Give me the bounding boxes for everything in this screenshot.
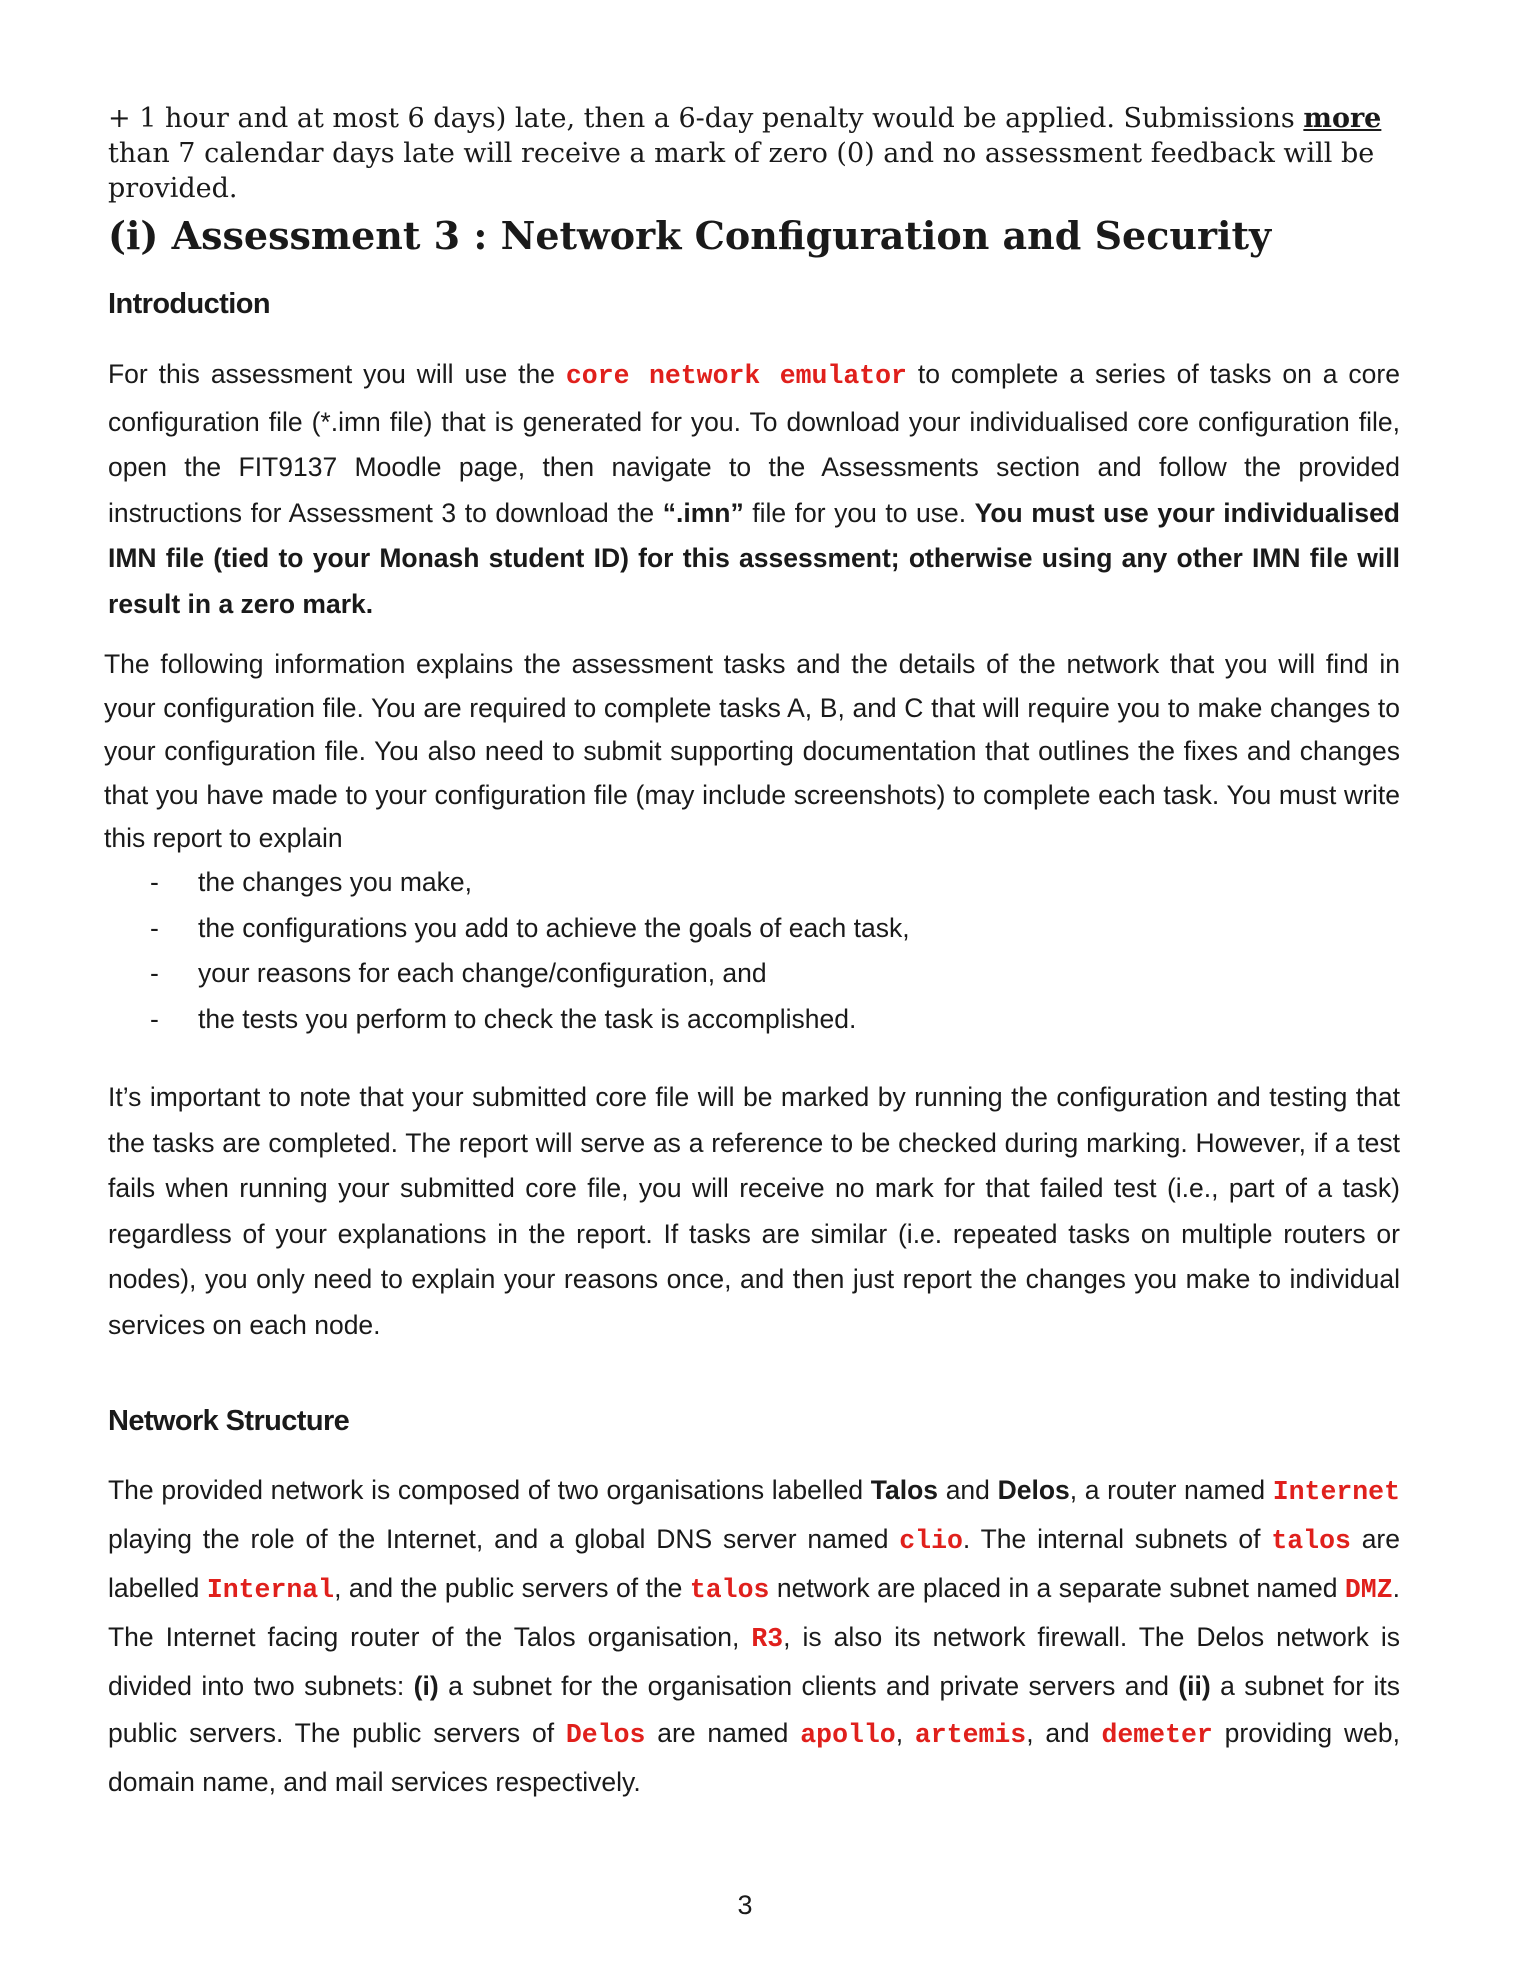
page-number: 3 [737, 1890, 753, 1920]
ns-text: network are placed in a separate subnet named [769, 1573, 1345, 1603]
report-requirements-list [150, 860, 910, 1042]
ns-text: , and the public servers of the [334, 1573, 690, 1603]
demeter-code: demeter [1101, 1720, 1213, 1750]
ns-text: . The internal subnets of [962, 1524, 1272, 1554]
ns-text: . The Internet facing router of the Talos organisation, [108, 1573, 1400, 1652]
ns-text: playing the role of the Internet, and a global DNS server named [108, 1524, 900, 1554]
list-item: - the configurations you add to achieve the goals of each task, [150, 906, 910, 952]
internal-code: Internal [206, 1575, 335, 1605]
late-penalty-paragraph [108, 101, 1428, 206]
introduction-paragraph-1 [108, 352, 1400, 627]
list-item: - the changes you make, [150, 860, 910, 906]
ns-text: a subnet for its public servers. The public servers of [108, 1671, 1400, 1748]
core-emulator-code: core network emulator [565, 361, 907, 391]
delos-label: Delos [997, 1475, 1070, 1505]
intro-p1-text-3: file for you to use. [743, 497, 975, 528]
dmz-code: DMZ [1344, 1575, 1393, 1605]
introduction-heading: Introduction [108, 288, 270, 320]
artemis-code: artemis [914, 1720, 1027, 1750]
late-penalty-text-2: than 7 calendar days late will receive a mark of zero (0) and no assessment feedback will be provided. [108, 138, 1375, 204]
internet-code: Internet [1272, 1477, 1400, 1507]
imn-warning: You must use your individualised IMN file (tied to your Monash student ID) for this assessment; otherwise using any other IMN file will result in a zero mark. [108, 497, 1400, 619]
imn-extension: “.imn” [662, 497, 744, 528]
delos-code: Delos [565, 1720, 646, 1750]
ns-text: are labelled [108, 1524, 1400, 1603]
ns-text: a subnet for the organisation clients and private servers and [438, 1671, 1179, 1701]
network-structure-paragraph [108, 1467, 1400, 1806]
subnet-ii-label: (ii) [1178, 1671, 1211, 1701]
late-penalty-text-1: + 1 hour and at most 6 days) late, then a 6-day penalty would be applied. Submissions [108, 103, 1304, 134]
ns-text: The provided network is composed of two organisations labelled [108, 1475, 871, 1505]
talos-code: talos [1271, 1526, 1351, 1556]
ns-text: providing web, domain name, and mail services respectively. [108, 1718, 1400, 1797]
ns-text: , a router named [1069, 1475, 1273, 1505]
ns-text: , [895, 1718, 915, 1748]
introduction-paragraph-2: The following information explains the assessment tasks and the details of the network that you will find in your configuration file. You are required to complete tasks A, B, and C that will require you to make changes to your configuration file. You also need to submit supporting documentation that outlines the fixes and changes that you have made to your configuration file (may include screenshots) to complete each task. You must write this report to explain [104, 649, 1400, 854]
ns-text: and [938, 1475, 998, 1505]
ns-text: , is also its network firewall. The Delos network is divided into two subnets: [108, 1622, 1400, 1701]
subnet-i-label: (i) [413, 1671, 439, 1701]
r3-code: R3 [751, 1624, 784, 1654]
late-penalty-emphasis: more [1303, 103, 1382, 134]
network-structure-heading: Network Structure [108, 1405, 350, 1437]
intro-p1-text-1: For this assessment you will use the [108, 359, 566, 389]
talos-code: talos [689, 1575, 770, 1605]
ns-text: , and [1026, 1718, 1102, 1748]
list-item: - your reasons for each change/configuration, and [150, 951, 910, 997]
clio-code: clio [899, 1526, 963, 1556]
intro-p1-text-2: to complete a series of tasks on a core configuration file (*.imn file) that is generated for you. To download your individualised core configuration file, open the FIT9137 Moodle page, then navigate to the Assessments section and follow the provided instructions for Assessment 3 to download the [108, 359, 1400, 528]
talos-label: Talos [870, 1475, 939, 1505]
introduction-paragraph-3: It’s important to note that your submitted core file will be marked by running the configuration and testing that the tasks are completed. The report will serve as a reference to be checked during marking. However, if a test fails when running your submitted core file, you will receive no mark for that failed test (i.e., part of a task) regardless of your explanations in the report. If tasks are similar (i.e. repeated tasks on multiple routers or nodes), you only need to explain your reasons once, and then just report the changes you make to individual services on each node. [108, 1082, 1400, 1340]
assessment-heading: (i) Assessment 3 : Network Configuration and Security [108, 213, 1272, 258]
list-item: - the tests you perform to check the task is accomplished. [150, 997, 910, 1043]
ns-text: are named [645, 1718, 801, 1748]
apollo-code: apollo [800, 1720, 896, 1750]
